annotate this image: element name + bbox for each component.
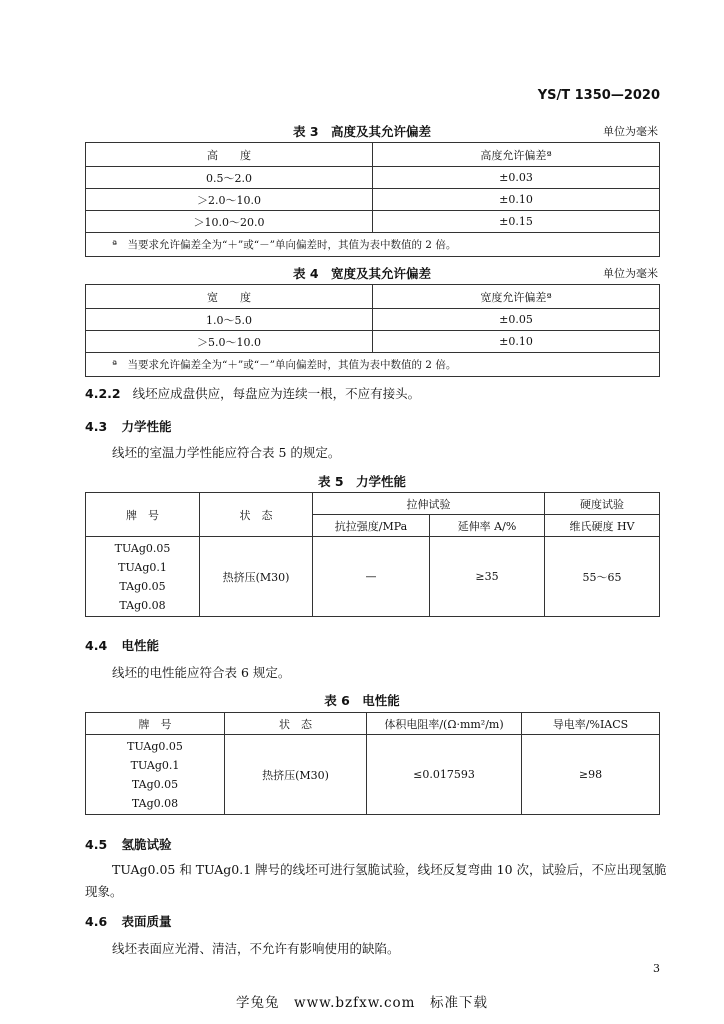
section-4-5-text-line2: 现象。 bbox=[85, 884, 123, 899]
table-cell: ＞5.0～10.0 bbox=[86, 331, 373, 353]
grade-item: TAg0.08 bbox=[119, 598, 166, 612]
section-number: 4.6 bbox=[85, 914, 108, 929]
table-cell: ±0.10 bbox=[373, 331, 660, 353]
page-number: 3 bbox=[653, 962, 660, 975]
table6-header-grade: 牌 号 bbox=[86, 713, 225, 735]
table5-header-elongation: 延伸率 A/% bbox=[430, 515, 545, 537]
table3-unit: 单位为毫米 bbox=[603, 125, 658, 138]
table6-header-resistivity: 体积电阻率/(Ω·mm²/m) bbox=[367, 713, 522, 735]
table6-header-state: 状 态 bbox=[225, 713, 367, 735]
table6-grades bbox=[86, 735, 225, 815]
section-number: 4.2.2 bbox=[85, 386, 121, 401]
section-title: 电性能 bbox=[121, 638, 160, 653]
section-number: 4.4 bbox=[85, 638, 108, 653]
table-cell: ＞2.0～10.0 bbox=[86, 189, 373, 211]
table4-header-width: 宽 度 bbox=[86, 285, 373, 309]
table4-unit: 单位为毫米 bbox=[603, 267, 658, 280]
table-row bbox=[86, 331, 660, 353]
section-4-3-heading bbox=[85, 417, 172, 435]
table5-caption: 表 5 力学性能 bbox=[317, 474, 407, 489]
section-4-4-text: 线坯的电性能应符合表 6 规定。 bbox=[112, 665, 291, 680]
table6-caption: 表 6 电性能 bbox=[324, 693, 400, 708]
table6 bbox=[85, 712, 660, 815]
section-4-6-heading bbox=[85, 912, 172, 930]
table-row bbox=[86, 309, 660, 331]
table4-header-tolerance: 宽度允许偏差ª bbox=[373, 285, 660, 309]
table-row bbox=[86, 189, 660, 211]
section-title: 表面质量 bbox=[121, 914, 172, 929]
table-cell: ±0.05 bbox=[373, 309, 660, 331]
section-4-2-2 bbox=[85, 382, 420, 406]
table6-state: 热挤压(M30) bbox=[225, 735, 367, 815]
grade-item: TUAg0.1 bbox=[118, 560, 167, 574]
section-4-6-text: 线坯表面应光滑、清洁，不允许有影响使用的缺陷。 bbox=[112, 941, 400, 956]
grade-item: TAg0.05 bbox=[131, 777, 179, 791]
table-cell: 0.5～2.0 bbox=[86, 167, 373, 189]
grade-item: TUAg0.05 bbox=[127, 739, 183, 753]
grade-item: TAg0.08 bbox=[131, 796, 179, 810]
table3 bbox=[85, 142, 660, 257]
section-title: 氢脆试验 bbox=[121, 837, 172, 852]
table4-note: ª 当要求允许偏差全为“＋”或“－”单向偏差时，其值为表中数值的 2 倍。 bbox=[86, 353, 660, 377]
table4-caption: 表 4 宽度及其允许偏差 bbox=[292, 266, 432, 281]
section-title: 力学性能 bbox=[121, 419, 172, 434]
table3-header-height: 高 度 bbox=[86, 143, 373, 167]
table3-header-tolerance: 高度允许偏差ª bbox=[373, 143, 660, 167]
table5-header-hardness-group: 硬度试验 bbox=[545, 493, 660, 515]
section-4-4-heading bbox=[85, 636, 159, 654]
table5-header-strength: 抗拉强度/MPa bbox=[313, 515, 430, 537]
table5-header-grade: 牌 号 bbox=[86, 493, 200, 537]
table5-header-tensile: 拉伸试验 bbox=[313, 493, 545, 515]
table-row bbox=[86, 211, 660, 233]
grade-item: TAg0.05 bbox=[119, 579, 166, 593]
table-row bbox=[86, 537, 660, 617]
section-4-5-heading bbox=[85, 835, 172, 853]
table6-conductivity: ≥98 bbox=[522, 735, 660, 815]
section-number: 4.3 bbox=[85, 419, 108, 434]
table6-header-conductivity: 导电率/%IACS bbox=[522, 713, 660, 735]
section-text: 线坯应成盘供应，每盘应为连续一根，不应有接头。 bbox=[132, 386, 421, 401]
table5-strength: — bbox=[313, 537, 430, 617]
section-4-5-text-line1: TUAg0.05 和 TUAg0.1 牌号的线坯可进行氢脆试验，线坯反复弯曲 10 次，试验后，不应出现氢脆 bbox=[112, 862, 667, 877]
watermark-footer: 学兔兔 www.bzfxw.com 标准下载 bbox=[236, 995, 488, 1011]
table-cell: ＞10.0～20.0 bbox=[86, 211, 373, 233]
section-4-3-text: 线坯的室温力学性能应符合表 5 的规定。 bbox=[112, 445, 341, 460]
table5-state: 热挤压(M30) bbox=[200, 537, 313, 617]
standard-number: YS/T 1350—2020 bbox=[537, 88, 660, 103]
table5-header-state: 状 态 bbox=[200, 493, 313, 537]
table3-caption: 表 3 高度及其允许偏差 bbox=[292, 124, 432, 139]
table4 bbox=[85, 284, 660, 377]
table6-resistivity: ≤0.017593 bbox=[367, 735, 522, 815]
table5-elongation: ≥35 bbox=[430, 537, 545, 617]
grade-item: TUAg0.1 bbox=[130, 758, 180, 772]
table5-grades bbox=[86, 537, 200, 617]
table-cell: ±0.03 bbox=[373, 167, 660, 189]
table5-hardness: 55～65 bbox=[545, 537, 660, 617]
grade-item: TUAg0.05 bbox=[114, 541, 171, 555]
section-number: 4.5 bbox=[85, 837, 108, 852]
table-row bbox=[86, 167, 660, 189]
table-cell: ±0.10 bbox=[373, 189, 660, 211]
table5 bbox=[85, 492, 660, 617]
table-row bbox=[86, 735, 660, 815]
table-cell: ±0.15 bbox=[373, 211, 660, 233]
table3-note: ª 当要求允许偏差全为“＋”或“－”单向偏差时，其值为表中数值的 2 倍。 bbox=[86, 233, 660, 257]
table-cell: 1.0～5.0 bbox=[86, 309, 373, 331]
table5-header-hardness: 维氏硬度 HV bbox=[545, 515, 660, 537]
